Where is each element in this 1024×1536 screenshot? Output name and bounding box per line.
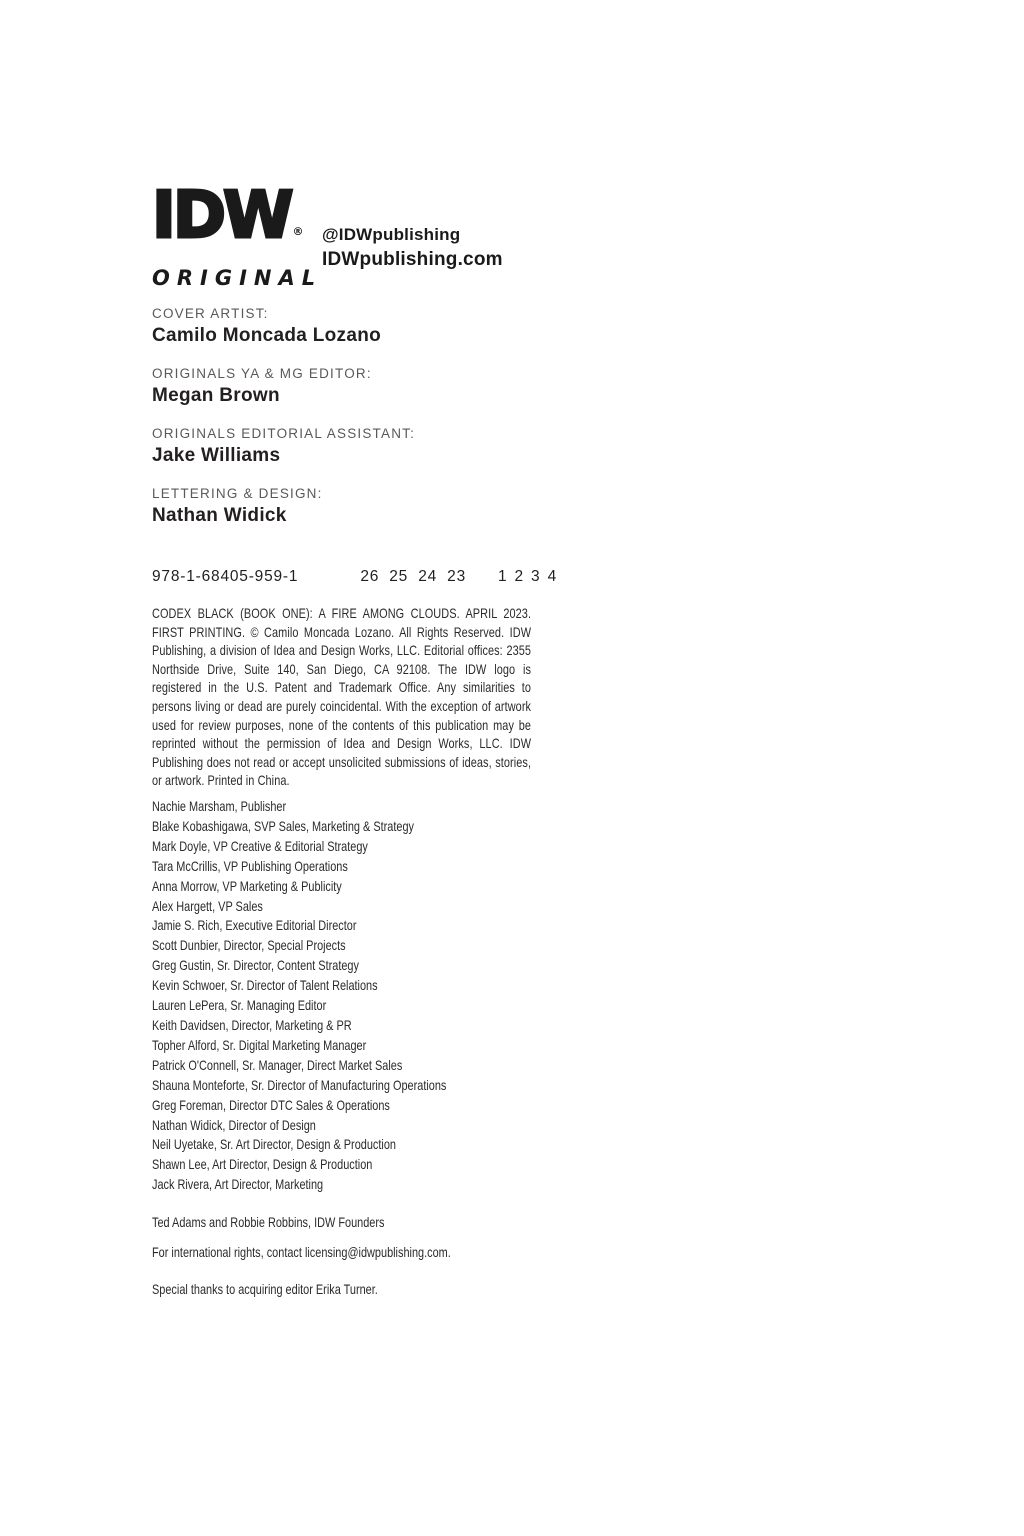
credit-role-label: ORIGINALS EDITORIAL ASSISTANT: — [152, 426, 416, 441]
credit-person-name: Megan Brown — [152, 385, 280, 406]
credit-person-name: Nathan Widick — [152, 505, 287, 526]
staff-list-item: Kevin Schwoer, Sr. Director of Talent Relations — [152, 977, 378, 994]
staff-list-item: Lauren LePera, Sr. Managing Editor — [152, 997, 327, 1014]
printing-years: 26 25 24 23 — [360, 568, 466, 585]
staff-list-item: Shauna Monteforte, Sr. Director of Manufacturing Operations — [152, 1076, 447, 1093]
idw-logo-wordmark — [152, 179, 322, 264]
founders-line: Ted Adams and Robbie Robbins, IDW Founders — [152, 1214, 385, 1230]
international-rights-line: For international rights, contact licensing@idwpublishing.com. — [152, 1244, 451, 1260]
staff-list-item: Greg Foreman, Director DTC Sales & Operations — [152, 1096, 390, 1113]
printing-info-line — [152, 568, 557, 586]
legal-indicia-paragraph: CODEX BLACK (BOOK ONE): A FIRE AMONG CLOUDS. APRIL 2023. FIRST PRINTING. © Camilo Moncada Lozano. All Rights Reserved. IDW Publishing, a division of Idea and Design Works, LLC. Editorial offices: 2355 Northside Drive, Suite 140, San Diego, CA 92108. The IDW logo is registered in the U.S. Patent and Trademark Office. Any similarities to persons living or dead are purely coincidental. With the exception of artwork used for review purposes, none of the contents of this publication may be reprinted without the permission of Idea and Design Works, LLC. IDW Publishing does not read or accept unsolicited submissions of ideas, stories, or artwork. Printed in China. — [152, 605, 532, 789]
registered-trademark-symbol: ® — [292, 225, 304, 238]
staff-list-item: Neil Uyetake, Sr. Art Director, Design & Production — [152, 1136, 396, 1153]
staff-list-item: Blake Kobashigawa, SVP Sales, Marketing & Strategy — [152, 817, 415, 834]
staff-list-item: Tara McCrillis, VP Publishing Operations — [152, 857, 348, 874]
staff-list-item: Topher Alford, Sr. Digital Marketing Manager — [152, 1036, 367, 1053]
staff-list-item: Nachie Marsham, Publisher — [152, 798, 287, 814]
isbn-number: 978-1-68405-959-1 — [152, 568, 299, 585]
credit-entry — [152, 366, 572, 407]
credit-entry — [152, 486, 572, 527]
staff-list-item: Shawn Lee, Art Director, Design & Production — [152, 1156, 373, 1173]
special-thanks-line: Special thanks to acquiring editor Erika Turner. — [152, 1281, 378, 1297]
credit-person-name: Jake Williams — [152, 445, 281, 466]
staff-list-item: Patrick O'Connell, Sr. Manager, Direct Market Sales — [152, 1056, 403, 1073]
credit-role-label: COVER ARTIST: — [152, 306, 269, 321]
credit-role-label: ORIGINALS YA & MG EDITOR: — [152, 366, 372, 381]
credits-section — [152, 306, 572, 546]
staff-list-item: Jamie S. Rich, Executive Editorial Director — [152, 917, 357, 934]
staff-list-item: Keith Davidsen, Director, Marketing & PR — [152, 1016, 352, 1033]
credit-role-label: LETTERING & DESIGN: — [152, 486, 323, 501]
staff-list-item: Scott Dunbier, Director, Special Projects — [152, 937, 346, 954]
staff-list-item: Greg Gustin, Sr. Director, Content Strategy — [152, 957, 359, 974]
staff-list-item: Jack Rivera, Art Director, Marketing — [152, 1176, 324, 1193]
staff-list-item: Nathan Widick, Director of Design — [152, 1116, 316, 1133]
staff-list — [152, 797, 589, 1195]
publisher-contact-block — [322, 224, 503, 273]
credit-entry — [152, 426, 572, 467]
staff-list-item: Alex Hargett, VP Sales — [152, 897, 263, 914]
idw-logo-text: IDW — [152, 179, 291, 253]
staff-list-item: Anna Morrow, VP Marketing & Publicity — [152, 877, 342, 894]
publisher-website: IDWpublishing.com — [322, 248, 503, 270]
idw-original-label: ORIGINAL — [152, 266, 323, 290]
staff-list-item: Mark Doyle, VP Creative & Editorial Strategy — [152, 837, 368, 854]
publisher-logo — [152, 179, 323, 290]
social-handle: @IDWpublishing — [322, 225, 461, 244]
credit-entry — [152, 306, 572, 347]
credit-person-name: Camilo Moncada Lozano — [152, 325, 382, 346]
printing-run-numbers: 1 2 3 4 — [498, 568, 558, 585]
